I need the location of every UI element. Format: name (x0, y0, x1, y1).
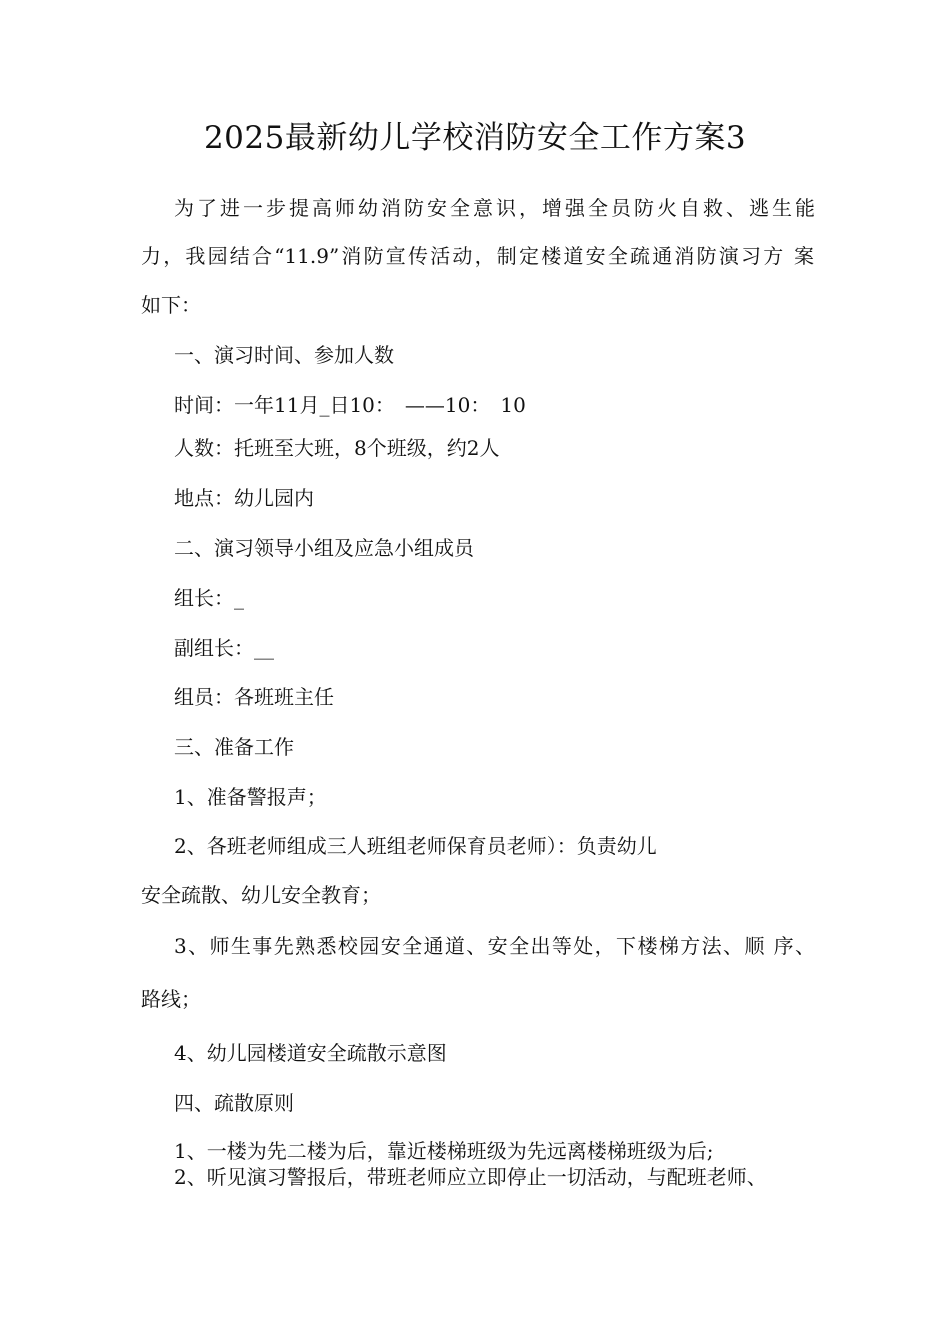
section-heading: 三、准备工作 (174, 735, 294, 759)
paragraph-line: 1、准备警报声； (174, 785, 327, 809)
paragraph-line: 组长：_ (174, 586, 244, 610)
paragraph-line: 3、师生事先熟悉校园安全通道、安全出等处，下楼梯方法、顺 序、 (174, 934, 815, 958)
paragraph-line: 安全疏散、幼儿安全教育； (141, 883, 381, 907)
paragraph-line: 副组长：__ (174, 636, 274, 660)
paragraph-line: 4、幼儿园楼道安全疏散示意图 (174, 1041, 447, 1065)
section-heading: 二、演习领导小组及应急小组成员 (174, 536, 474, 560)
paragraph-line: 2、听见演习警报后，带班老师应立即停止一切活动，与配班老师、 (174, 1165, 767, 1189)
paragraph-line: 力，我园结合“11.9”消防宣传活动，制定楼道安全疏通消防演习方 案 (141, 244, 814, 268)
section-heading: 四、疏散原则 (174, 1091, 294, 1115)
paragraph-line: 为了进一步提高师幼消防安全意识，增强全员防火自救、逃生能 (174, 196, 815, 220)
section-heading: 一、演习时间、参加人数 (174, 343, 394, 367)
paragraph-line: 时间：一年11月_日10： ——10： 10 (174, 393, 526, 417)
paragraph-line: 2、各班老师组成三人班组老师保育员老师）：负责幼儿 (174, 834, 657, 858)
paragraph-line: 1、一楼为先二楼为后，靠近楼梯班级为先远离楼梯班级为后; (174, 1139, 714, 1163)
paragraph-line: 如下： (141, 293, 201, 317)
paragraph-line: 地点：幼儿园内 (174, 486, 314, 510)
document-title: 2025最新幼儿学校消防安全工作方案3 (203, 120, 747, 156)
paragraph-line: 人数：托班至大班，8个班级，约2人 (174, 436, 500, 460)
paragraph-line: 路线； (141, 987, 201, 1011)
paragraph-line: 组员：各班班主任 (174, 685, 334, 709)
